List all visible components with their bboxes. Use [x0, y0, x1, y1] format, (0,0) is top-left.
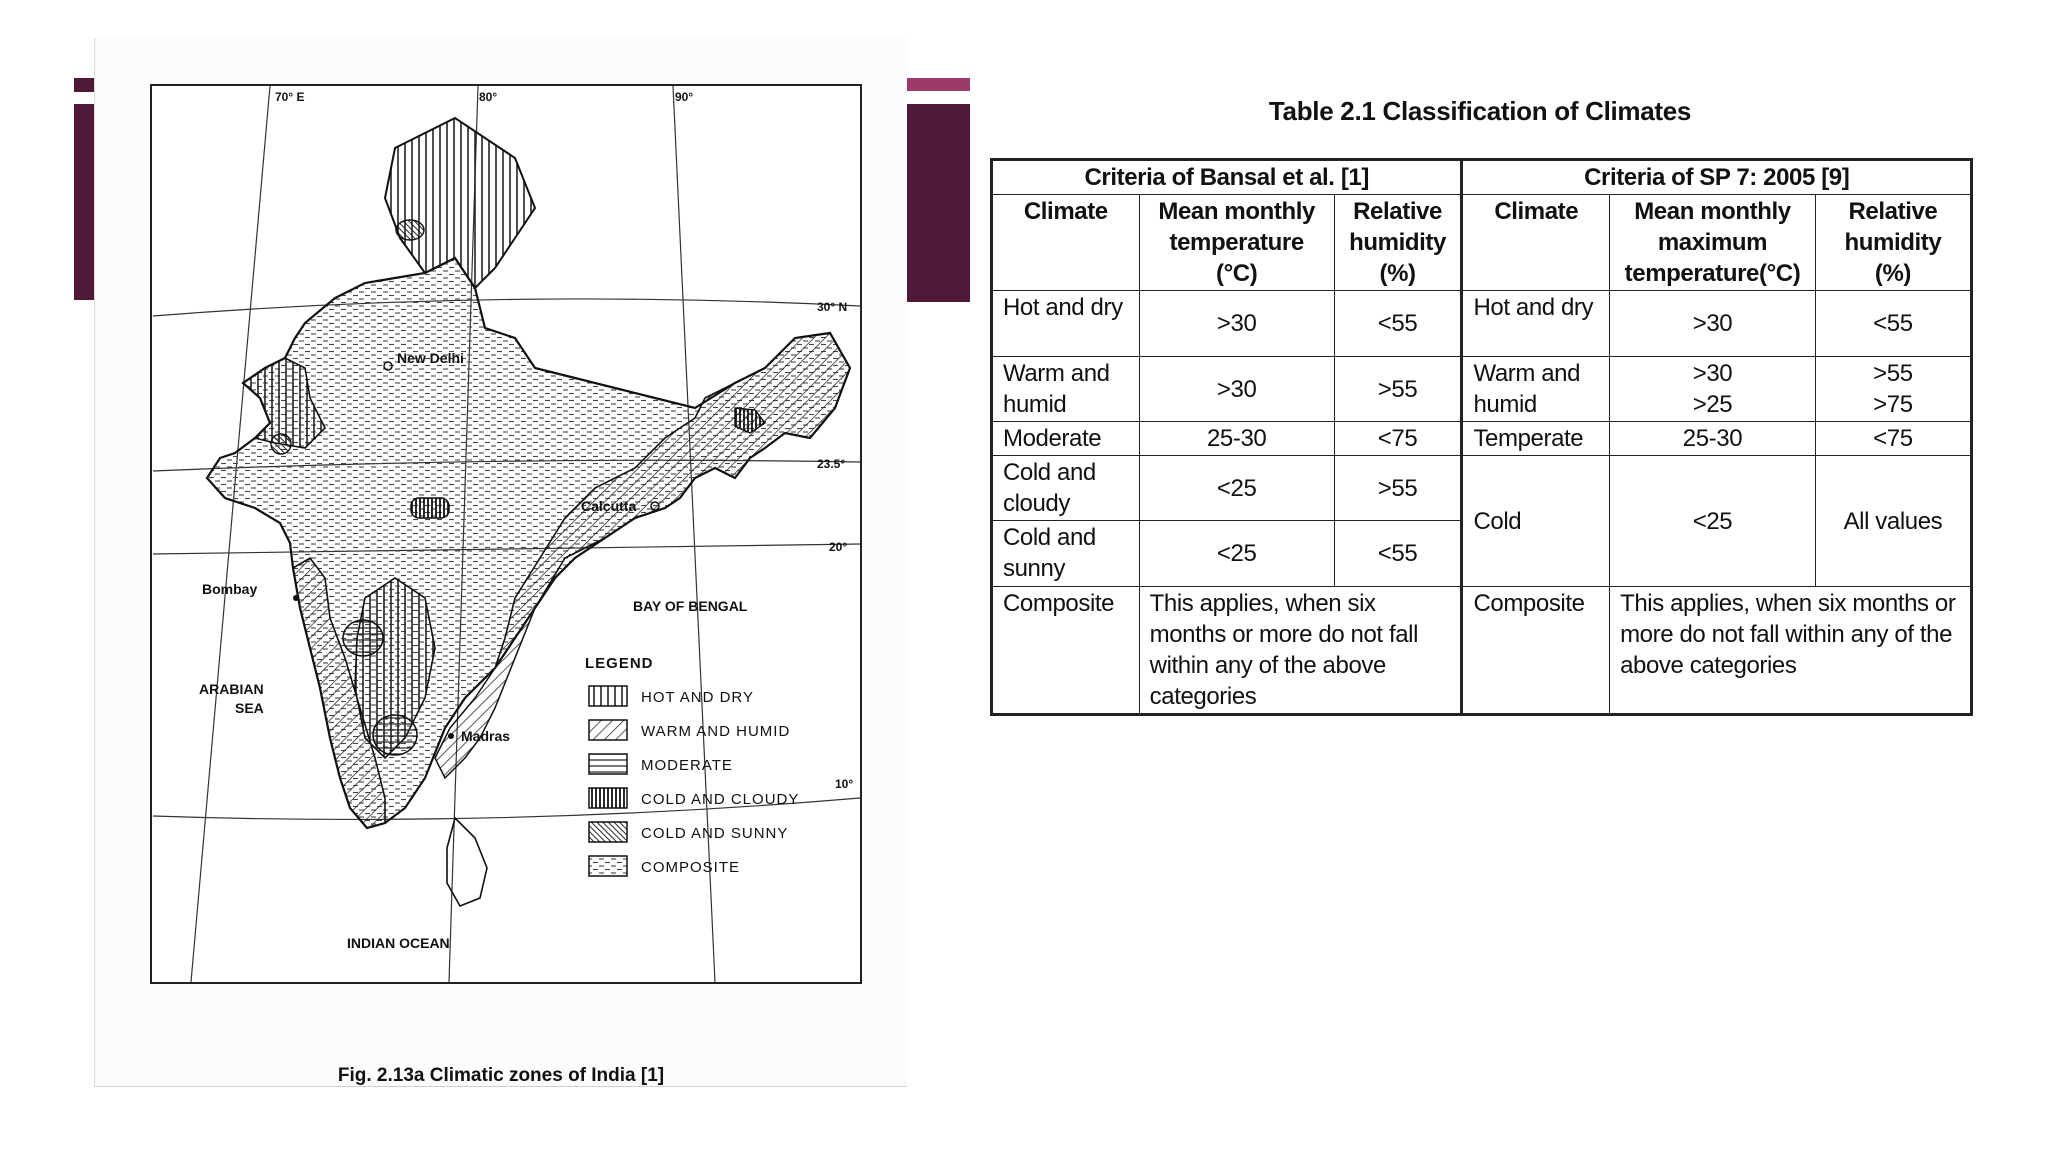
- coord-label: 30° N: [817, 300, 848, 314]
- legend-swatch: [589, 754, 627, 774]
- bombay-marker: [293, 595, 299, 601]
- table-cell: <25: [1610, 456, 1816, 587]
- coord-label: 90°: [675, 90, 694, 104]
- table-cell: >55: [1334, 456, 1462, 521]
- place-arabian-sea-label-2: SEA: [235, 700, 264, 716]
- table-cell: <25: [1139, 521, 1334, 587]
- column-header: Climate: [1462, 195, 1610, 291]
- table-cell: Cold and cloudy: [992, 456, 1140, 521]
- column-header: Mean monthly maximum temperature(°C): [1610, 195, 1816, 291]
- table-cell: This applies, when six months or more do not fall within any of the above categories: [1610, 587, 1972, 715]
- legend-swatch: [589, 720, 627, 740]
- figure-caption: Fig. 2.13a Climatic zones of India [1]: [337, 1065, 665, 1086]
- coord-label: 70° E: [275, 90, 305, 104]
- place-bombay-label: Bombay: [202, 581, 258, 597]
- table-cell: This applies, when six months or more do not fall within any of the above categories: [1139, 587, 1462, 715]
- slide-accent-strip-left: [74, 78, 94, 92]
- table-cell: Warm and humid: [1462, 357, 1610, 422]
- column-header: Relative humidity (%): [1815, 195, 1971, 291]
- table-cell: [1815, 357, 1971, 422]
- table-cell: <75: [1334, 422, 1462, 456]
- table-cell-line: >25: [1692, 391, 1733, 418]
- place-bay-of-bengal-label: BAY OF BENGAL: [633, 598, 748, 614]
- legend-swatch: [589, 856, 627, 876]
- table-cell: Cold: [1462, 456, 1610, 587]
- table-cell: <55: [1334, 521, 1462, 587]
- table-cell: Composite: [1462, 587, 1610, 715]
- table-cell: 25-30: [1139, 422, 1334, 456]
- slide-accent-strip-right: [906, 78, 970, 91]
- table-cell: >55: [1334, 357, 1462, 422]
- column-header: Mean monthly temperature (°C): [1139, 195, 1334, 291]
- legend-swatch: [589, 686, 627, 706]
- coord-label: 10°: [835, 777, 854, 791]
- place-new-delhi-label: New Delhi: [397, 350, 464, 366]
- climate-classification-table: [990, 158, 1973, 716]
- table-cell: Warm and humid: [992, 357, 1140, 422]
- table-cell: Temperate: [1462, 422, 1610, 456]
- legend-swatch: [589, 822, 627, 842]
- table-cell: <75: [1815, 422, 1971, 456]
- legend-title: LEGEND: [585, 655, 654, 672]
- table-cell: 25-30: [1610, 422, 1816, 456]
- table-cell: Cold and sunny: [992, 521, 1140, 587]
- table-cell-line: >75: [1873, 391, 1913, 418]
- place-arabian-sea-label: ARABIAN: [199, 681, 264, 697]
- table-cell-line: >55: [1873, 360, 1913, 387]
- legend-item-label: COMPOSITE: [641, 859, 741, 876]
- table-cell: All values: [1815, 456, 1971, 587]
- column-header: Relative humidity (%): [1334, 195, 1462, 291]
- table-cell: >30: [1610, 291, 1816, 357]
- india-climate-map: [95, 38, 907, 1086]
- group-header-bansal: Criteria of Bansal et al. [1]: [992, 160, 1462, 195]
- slide-accent-bar-left: [74, 104, 94, 300]
- place-indian-ocean-label: INDIAN OCEAN: [347, 935, 450, 951]
- table-cell: <55: [1815, 291, 1971, 357]
- group-header-sp7: Criteria of SP 7: 2005 [9]: [1462, 160, 1972, 195]
- table-cell: Moderate: [992, 422, 1140, 456]
- climate-map-figure: [94, 38, 907, 1087]
- legend-swatch: [589, 788, 627, 808]
- table-cell-line: >30: [1692, 360, 1733, 387]
- table-cell: Composite: [992, 587, 1140, 715]
- madras-marker: [448, 733, 454, 739]
- table-title: Table 2.1 Classification of Climates: [1268, 96, 1692, 126]
- table-cell: >30: [1139, 357, 1334, 422]
- legend-item-label: COLD AND CLOUDY: [641, 791, 800, 808]
- table-cell: [1610, 357, 1816, 422]
- legend-item-label: HOT AND DRY: [641, 689, 754, 706]
- slide-accent-bar-right: [906, 104, 970, 302]
- coord-label: 23.5°: [817, 457, 846, 471]
- legend-item-label: MODERATE: [641, 757, 733, 774]
- coord-label: 20°: [829, 540, 848, 554]
- legend-item-label: WARM AND HUMID: [641, 723, 791, 740]
- column-header: Climate: [992, 195, 1140, 291]
- table-cell: Hot and dry: [992, 291, 1140, 357]
- table-cell: >30: [1139, 291, 1334, 357]
- coord-label: 80°: [479, 90, 498, 104]
- place-madras-label: Madras: [461, 728, 511, 744]
- table-cell: <25: [1139, 456, 1334, 521]
- table-cell: <55: [1334, 291, 1462, 357]
- place-calcutta-label: Calcutta: [581, 498, 637, 514]
- legend-item-label: COLD AND SUNNY: [641, 825, 789, 842]
- table-cell: Hot and dry: [1462, 291, 1610, 357]
